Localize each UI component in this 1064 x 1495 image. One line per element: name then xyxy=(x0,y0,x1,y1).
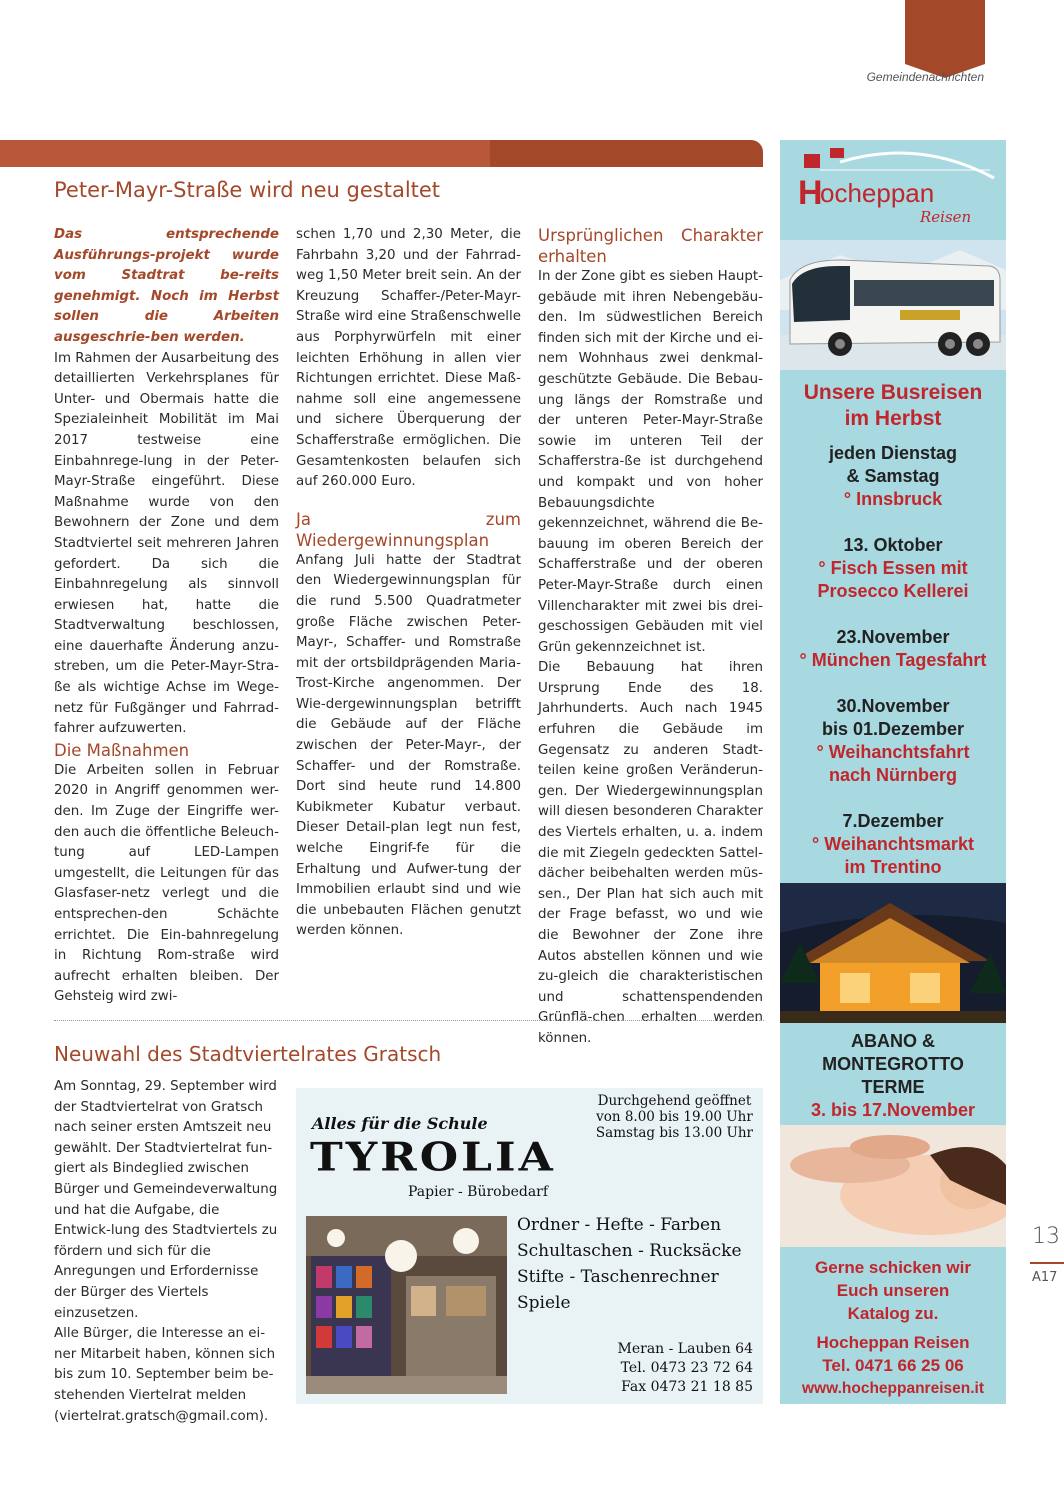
section-label: Gemeindenachrichten xyxy=(866,70,984,84)
trip-nuernberg xyxy=(780,695,1006,787)
spa-photo xyxy=(780,1125,1006,1247)
subheading: Ja zum Wiedergewinnungsplan xyxy=(296,509,521,550)
headline-line: im Herbst xyxy=(844,407,942,430)
logo-wordmark: ocheppan xyxy=(820,178,935,208)
trip-fisch-essen xyxy=(780,534,1006,603)
article-header-bar xyxy=(0,140,763,167)
ad-slogan: Alles für die Schule xyxy=(312,1114,488,1133)
trip-destination: Prosecco Kellerei xyxy=(817,581,969,601)
offer-title: ABANO & xyxy=(851,1031,935,1051)
opening-hours-line: Durchgehend geöffnet xyxy=(597,1093,752,1109)
paragraph: Die Arbeiten sollen in Februar 2020 in Angriff genommen wer-den. Im Zuge der Eingriffe wer-den auch die öffentliche Beleuch-tung auf LED-Lampen umgestellt, die Leitungen für das Glasfaser-netz verlegt und die entsprechen-den Schächte errichtet. Die Ein-bahnregelung in Richtung Rom-straße wird aufrecht erhalten bleiben. Der Gehsteig wird zwi- xyxy=(54,762,279,1005)
article-column-1 xyxy=(54,225,279,1008)
tyrolia-advertisement xyxy=(296,1088,763,1404)
article-title: Neuwahl des Stadtviertelrates Gratsch xyxy=(54,1042,442,1066)
contact-block xyxy=(780,1256,1006,1400)
trip-date: 23.November xyxy=(836,627,950,647)
trip-muenchen xyxy=(780,626,1006,672)
abano-offer xyxy=(780,1030,1006,1122)
product-line: Spiele xyxy=(517,1293,571,1313)
trip-date: jeden Dienstag xyxy=(828,443,958,463)
logo-h-letter: H xyxy=(798,174,823,212)
article-lead: Das entsprechende Ausführungs-projekt wurde vom Stadtrat be-reits genehmigt. Noch im Herbst sollen die Arbeiten ausgeschrie-ben werden. xyxy=(54,227,279,345)
paragraph: schen 1,70 und 2,30 Meter, die Fahrbahn 3,20 und der Fahrrad-weg 1,50 Meter breit sein. An der Kreuzung Schaffer-/Peter-Mayr-Straße wird eine Straßenschwelle aus Porphyrwürfeln mit einer leichten Erhöhung in allen vier Richtungen errichtet. Diese Maß-nahme soll eine angemessene und sichere Überquerung der Schafferstraße ermöglichen. Die Gesamtenkosten belaufen sich auf 260.000 Euro. xyxy=(296,227,521,490)
paragraph: Die Bebauung hat ihren Ursprung Ende des 18. Jahrhunderts. Auch nach 1945 erfuhren die Gebäude im Gegensatz zu anderen Stadt-teilen keine großen Veränderun-gen. Der Wiedergewinnungsplan will diesen besonderen Charakter des Viertels erhalten, u. a. indem die mit Ziegeln gedeckten Sattel-dächer beibehalten werden müs-sen., Der Plan hat sich auch mit der Frage befasst, wo und wie die Bewohner der Zone ihre Autos abstellen können und wie zu-gleich die charakteristischen und schattenspendenden Grünflä-chen erhalten werden können. xyxy=(538,660,763,1046)
trip-destination: ° München Tagesfahrt xyxy=(799,650,987,670)
offer-date: 3. bis 17.November xyxy=(810,1100,976,1120)
paragraph: Im Rahmen der Ausarbeitung des detaillierten Verkehrsplanes für Unter- und Obermais hatte die Spezialeinheit Mobilität im Mai 2017 testweise eine Einbahnrege-lung in der Peter-Mayr-Straße eingeführt. Diese Maßnahme wurde von den Bewohnern der Zone und dem Stadtviertel seit mehreren Jahren gefordert. Da sich die Einbahnregelung als sinnvoll erwiesen hat, hatte die Stadtverwaltung beschlossen, eine dauerhafte Änderung anzu-streben, um die Peter-Mayr-Stra-ße als wichtige Achse im Wege-netz für Fußgänger und Fahrrad-fahrer aufzuwerten. xyxy=(54,350,279,737)
shop-address xyxy=(618,1340,754,1397)
trip-destination: ° Fisch Essen mit xyxy=(818,558,968,578)
paragraph: Anfang Juli hatte der Stadtrat den Wiedergewinnungsplan für die rund 5.500 Quadratmeter große Fläche zwischen Peter-Mayr-, Schaffer- und Romstraße mit der ortsbildprägenden Maria-Trost-Kirche angenommen. Der Wie-dergewinnungsplan betrifft die Gebäude auf der Fläche zwischen der Peter-Mayr-, der Schaffer- und der Romstraße. Dort sind heute rund 14.800 Kubikmeter Kubatur verbaut. Dieser Detail-plan legt nun fest, welche Eingrif-fe für die Erhaltung und Aufwer-tung der Immobilien erlaubt sind und wie die unbebauten Flächen genutzt werden können. xyxy=(296,552,521,939)
website-link[interactable]: www.hocheppanreisen.it xyxy=(801,1380,984,1397)
phone-number: Tel. 0471 66 25 06 xyxy=(822,1356,964,1375)
product-line: Stifte - Taschenrechner xyxy=(517,1267,719,1287)
ad-headline xyxy=(780,380,1006,432)
contact-line: Gerne schicken wir xyxy=(815,1258,971,1277)
paragraph: Alle Bürger, die Interesse an ei-ner Mitarbeit haben, können sich bis zum 10. September beim be-stehenden Viertelrat melden (viertelrat.gratsch@gmail.com). xyxy=(54,1326,276,1424)
headline-line: Unsere Busreisen xyxy=(803,381,983,404)
product-line: Ordner - Hefte - Farben xyxy=(517,1215,722,1235)
page-code: A17 xyxy=(1032,1270,1058,1285)
trip-date: 7.Dezember xyxy=(842,811,944,831)
article-column-2 xyxy=(296,225,521,942)
article-column-3 xyxy=(538,225,763,1050)
opening-hours-line: von 8.00 bis 19.00 Uhr xyxy=(596,1109,753,1125)
product-line: Schultaschen - Rucksäcke xyxy=(517,1241,742,1261)
article-title: Peter-Mayr-Straße wird neu gestaltet xyxy=(54,178,441,202)
logo-subtitle: Reisen xyxy=(920,208,972,226)
section-tab xyxy=(905,0,985,64)
hocheppan-logo xyxy=(780,140,1006,240)
offer-title: MONTEGROTTO xyxy=(822,1054,964,1074)
fax-number: Fax 0473 21 18 85 xyxy=(621,1379,753,1395)
trip-destination: nach Nürnberg xyxy=(828,765,957,785)
trip-innsbruck xyxy=(780,442,1006,511)
paragraph: In der Zone gibt es sieben Haupt-gebäude mit ihren Nebengebäu-den. Im südwestlichen Bereich finden sich mit der Kirche und ei-nem Wohnhaus zwei denkmal-geschützte Gebäude. Die Bebau-ung längs der Romstraße und der unteren Peter-Mayr-Straße sowie im unteren Teil der Schafferstra-ße ist durchgehend und kompakt und von hoher Bebauungsdichte gekennzeichnet, während die Be-bauung im oberen Bereich der Schafferstraße und der oberen Peter-Mayr-Straße durch einen Villencharakter mit zwei bis drei-geschossigen Gebäuden mit viel Grün gekennzeichnet ist. xyxy=(538,269,763,655)
trip-destination: ° Weihanchtsfahrt xyxy=(816,742,970,762)
trip-destination: ° Weihanchtsmarkt xyxy=(812,834,974,854)
contact-line: Katalog zu. xyxy=(847,1304,939,1323)
address-line: Meran - Lauben 64 xyxy=(617,1341,753,1357)
section-divider xyxy=(54,1020,764,1021)
trip-date: 13. Oktober xyxy=(843,535,943,555)
trip-date: bis 01.Dezember xyxy=(821,719,965,739)
company-name: Hocheppan Reisen xyxy=(816,1333,970,1352)
subheading: Ursprünglichen Charakter erhalten xyxy=(538,226,763,266)
shop-interior-photo xyxy=(306,1216,507,1394)
trip-trentino xyxy=(780,810,1006,879)
opening-hours xyxy=(596,1093,753,1141)
bus-photo xyxy=(780,240,1006,370)
offer-title: TERME xyxy=(861,1077,925,1097)
page-number-rule xyxy=(1030,1262,1064,1264)
product-list xyxy=(517,1212,742,1316)
tyrolia-logo: TYROLIA xyxy=(310,1134,556,1181)
paragraph: Am Sonntag, 29. September wird der Stadtviertelrat von Gratsch nach seiner ersten Amtszeit neu gewählt. Der Stadtviertelrat fun-giert als Bindeglied zwischen Bürger und Gemeindeverwaltung und hat die Aufgabe, die Entwick-lung des Stadtviertels zu fördern und sich für die Anregungen und Erfordernisse der Bürger des Viertels einzusetzen. xyxy=(54,1079,278,1321)
trip-date: & Samstag xyxy=(846,466,940,486)
phone-number: Tel. 0473 23 72 64 xyxy=(620,1360,753,1376)
trip-destination: ° Innsbruck xyxy=(843,489,943,509)
trip-destination: im Trentino xyxy=(844,857,942,877)
ad-subtitle: Papier - Bürobedarf xyxy=(408,1184,549,1200)
article-column xyxy=(54,1077,279,1427)
christmas-market-photo xyxy=(780,883,1006,1023)
page-number: 13 xyxy=(1032,1224,1060,1249)
subheading: Die Maßnahmen xyxy=(54,740,190,760)
contact-line: Euch unseren xyxy=(836,1281,950,1300)
trip-date: 30.November xyxy=(836,696,950,716)
hocheppan-advertisement xyxy=(780,140,1006,1404)
opening-hours-line: Samstag bis 13.00 Uhr xyxy=(595,1125,753,1141)
